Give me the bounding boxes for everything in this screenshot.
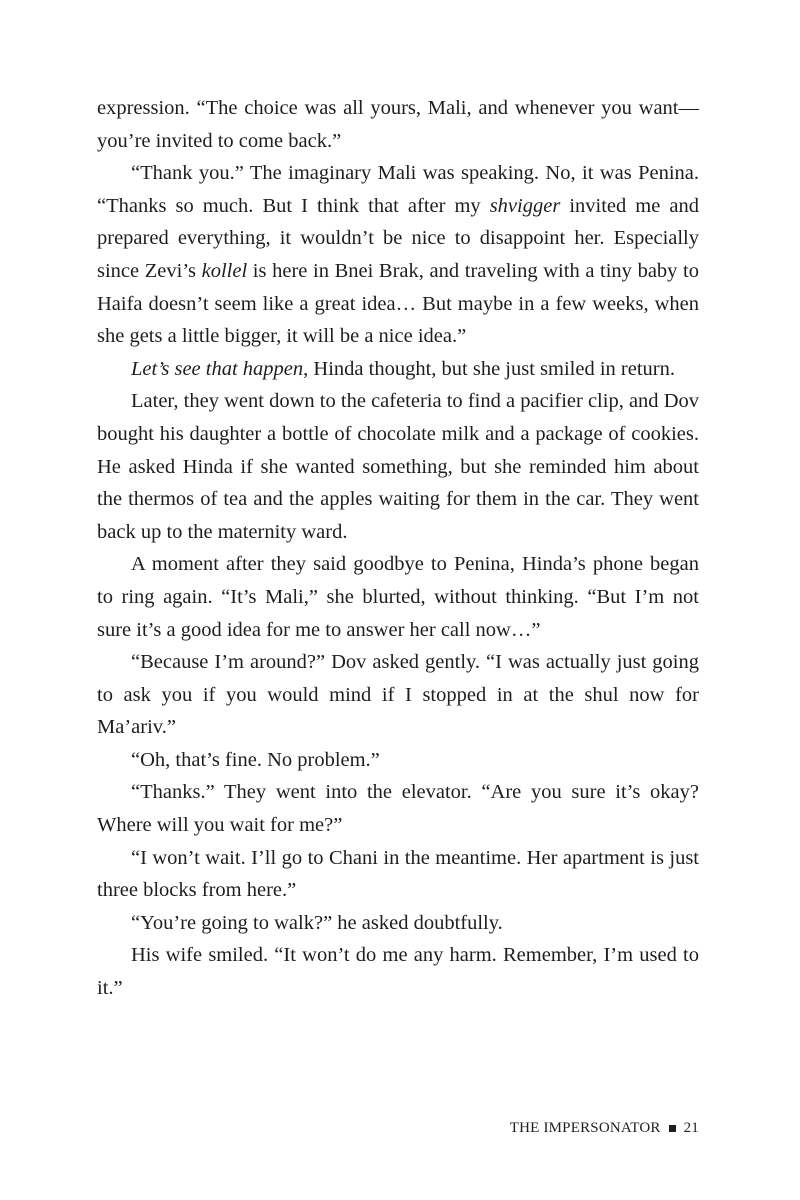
text-run: “Thank you.” The imaginary Mali was speaking. No, it was Penina. “Thanks so much. But I think that after my bbox=[97, 162, 699, 217]
text-run: “Thanks.” They went into the elevator. “Are you sure it’s okay? Where will you wait for me?” bbox=[97, 781, 699, 837]
body-text bbox=[97, 92, 699, 1005]
text-run: Later, they went down to the cafeteria to find a pacifier clip, and Dov bought his daughter a bottle of chocolate milk and a package of cookies. He asked Hinda if she wanted something, but she reminded him about the thermos of tea and the apples waiting for them in the car. They went back up to the maternity ward. bbox=[97, 390, 699, 543]
text-run: His wife smiled. “It won’t do me any harm. Remember, I’m used to it.” bbox=[97, 944, 699, 1000]
book-page bbox=[97, 92, 699, 1132]
paragraph-5 bbox=[97, 548, 699, 646]
text-run: “Oh, that’s fine. No problem.” bbox=[131, 748, 380, 771]
paragraph-2 bbox=[97, 157, 699, 353]
page-number: 21 bbox=[683, 1120, 699, 1136]
text-run: , Hinda thought, but she just smiled in return. bbox=[303, 357, 675, 380]
paragraph-8 bbox=[97, 776, 699, 841]
paragraph-6 bbox=[97, 646, 699, 744]
italic-text: kollel bbox=[201, 259, 248, 282]
text-run: invited me and prepared everything, it wouldn’t be nice to disappoint her. Especially since Zevi’s bbox=[97, 194, 699, 282]
page-footer bbox=[510, 1120, 699, 1137]
text-run: expression. “The choice was all yours, Mali, and whenever you want—you’re invited to come back.” bbox=[97, 97, 699, 152]
square-bullet-icon bbox=[669, 1125, 676, 1132]
paragraph-3 bbox=[97, 353, 699, 386]
paragraph-10 bbox=[97, 907, 699, 940]
italic-text: shvigger bbox=[489, 194, 561, 217]
paragraph-7 bbox=[97, 744, 699, 777]
text-run: “I won’t wait. I’ll go to Chani in the meantime. Her apartment is just three blocks from here.” bbox=[97, 846, 699, 902]
text-run: “You’re going to walk?” he asked doubtfully. bbox=[131, 911, 503, 934]
paragraph-4 bbox=[97, 385, 699, 548]
text-run: “Because I’m around?” Dov asked gently. “I was actually just going to ask you if you would mind if I stopped in at the shul now for Ma’ariv.” bbox=[97, 651, 699, 739]
running-title: THE IMPERSONATOR bbox=[509, 1120, 661, 1136]
paragraph-1 bbox=[97, 92, 699, 157]
italic-text: Let’s see that happen bbox=[131, 357, 304, 380]
paragraph-11 bbox=[97, 939, 699, 1004]
text-run: A moment after they said goodbye to Penina, Hinda’s phone began to ring again. “It’s Mali,” she blurted, without thinking. “But I’m not sure it’s a good idea for me to answer her call now…” bbox=[97, 553, 699, 641]
text-run: is here in Bnei Brak, and traveling with a tiny baby to Haifa doesn’t seem like a great idea… But maybe in a few weeks, when she gets a little bigger, it will be a nice idea.” bbox=[97, 259, 699, 348]
paragraph-9 bbox=[97, 842, 699, 907]
